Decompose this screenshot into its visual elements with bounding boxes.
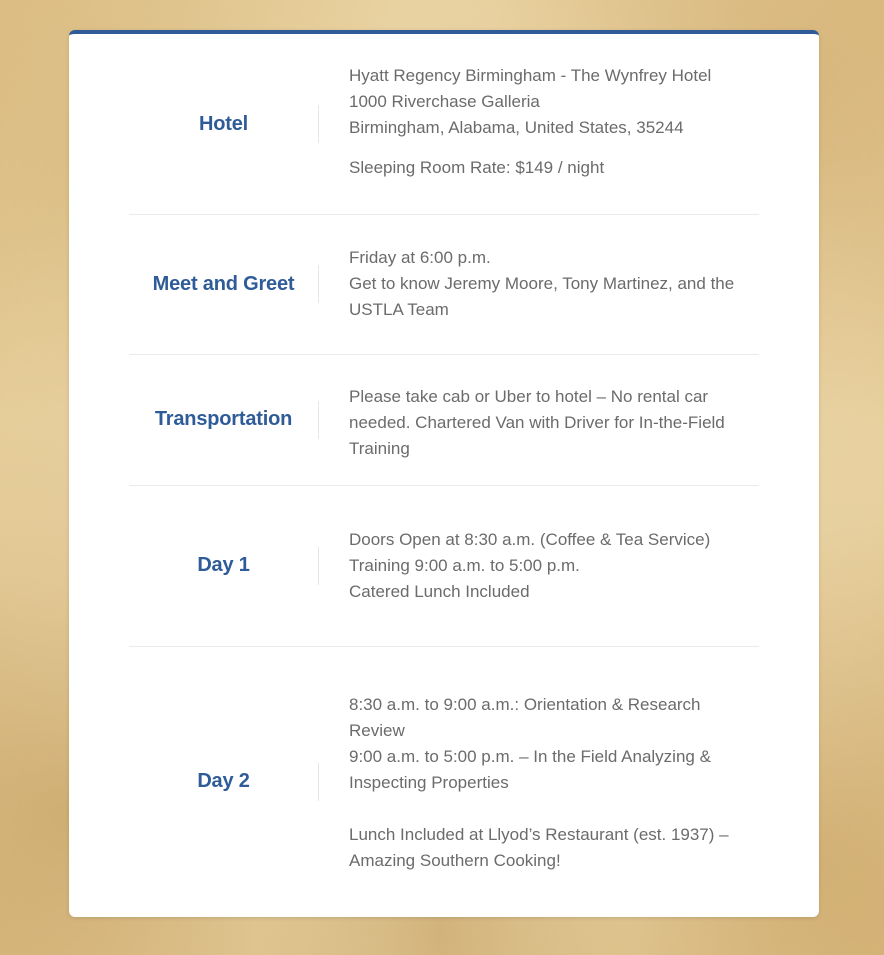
event-details-card	[69, 30, 819, 917]
transportation-description: Please take cab or Uber to hotel – No rental car needed. Chartered Van with Driver for In-the-Field Training	[349, 387, 725, 458]
transportation-details	[349, 384, 751, 462]
row-divider	[318, 401, 319, 439]
row-divider	[318, 763, 319, 801]
meet-greet-row	[129, 214, 759, 355]
hotel-rate: Sleeping Room Rate: $149 / night	[349, 158, 605, 177]
hotel-label: Hotel	[198, 112, 248, 135]
hotel-street: 1000 Riverchase Galleria	[349, 92, 540, 111]
day2-lunch: Lunch Included at Llyod’s Restaurant (est. 1937) – Amazing Southern Cooking!	[349, 825, 729, 870]
day2-details	[349, 692, 749, 874]
day2-label: Day 2	[197, 770, 250, 792]
day1-label: Day 1	[197, 554, 250, 576]
day2-orientation: 8:30 a.m. to 9:00 a.m.: Orientation & Research Review	[349, 695, 701, 740]
meet-greet-label: Meet and Greet	[152, 272, 295, 295]
day1-details	[349, 527, 754, 605]
meet-greet-details	[349, 245, 749, 323]
spacer	[349, 141, 754, 155]
spacer	[349, 796, 749, 822]
day2-field-work: 9:00 a.m. to 5:00 p.m. – In the Field Analyzing & Inspecting Properties	[349, 747, 711, 792]
row-divider	[318, 105, 319, 143]
row-divider	[318, 547, 319, 585]
row-divider	[318, 265, 319, 303]
day2-row	[129, 646, 759, 917]
hotel-details	[349, 63, 754, 181]
hotel-city: Birmingham, Alabama, United States, 35244	[349, 118, 684, 137]
meet-greet-description: Get to know Jeremy Moore, Tony Martinez, and the USTLA Team	[349, 274, 735, 319]
day1-lunch: Catered Lunch Included	[349, 582, 530, 601]
meet-greet-time: Friday at 6:00 p.m.	[349, 248, 491, 267]
day1-row	[129, 485, 759, 647]
day1-training-hours: Training 9:00 a.m. to 5:00 p.m.	[349, 556, 580, 575]
hotel-name: Hyatt Regency Birmingham - The Wynfrey Hotel	[349, 66, 712, 85]
transportation-row	[129, 354, 759, 486]
transportation-label: Transportation	[154, 408, 293, 430]
day1-doors-open: Doors Open at 8:30 a.m. (Coffee & Tea Service)	[349, 530, 711, 549]
hotel-row	[129, 34, 759, 215]
